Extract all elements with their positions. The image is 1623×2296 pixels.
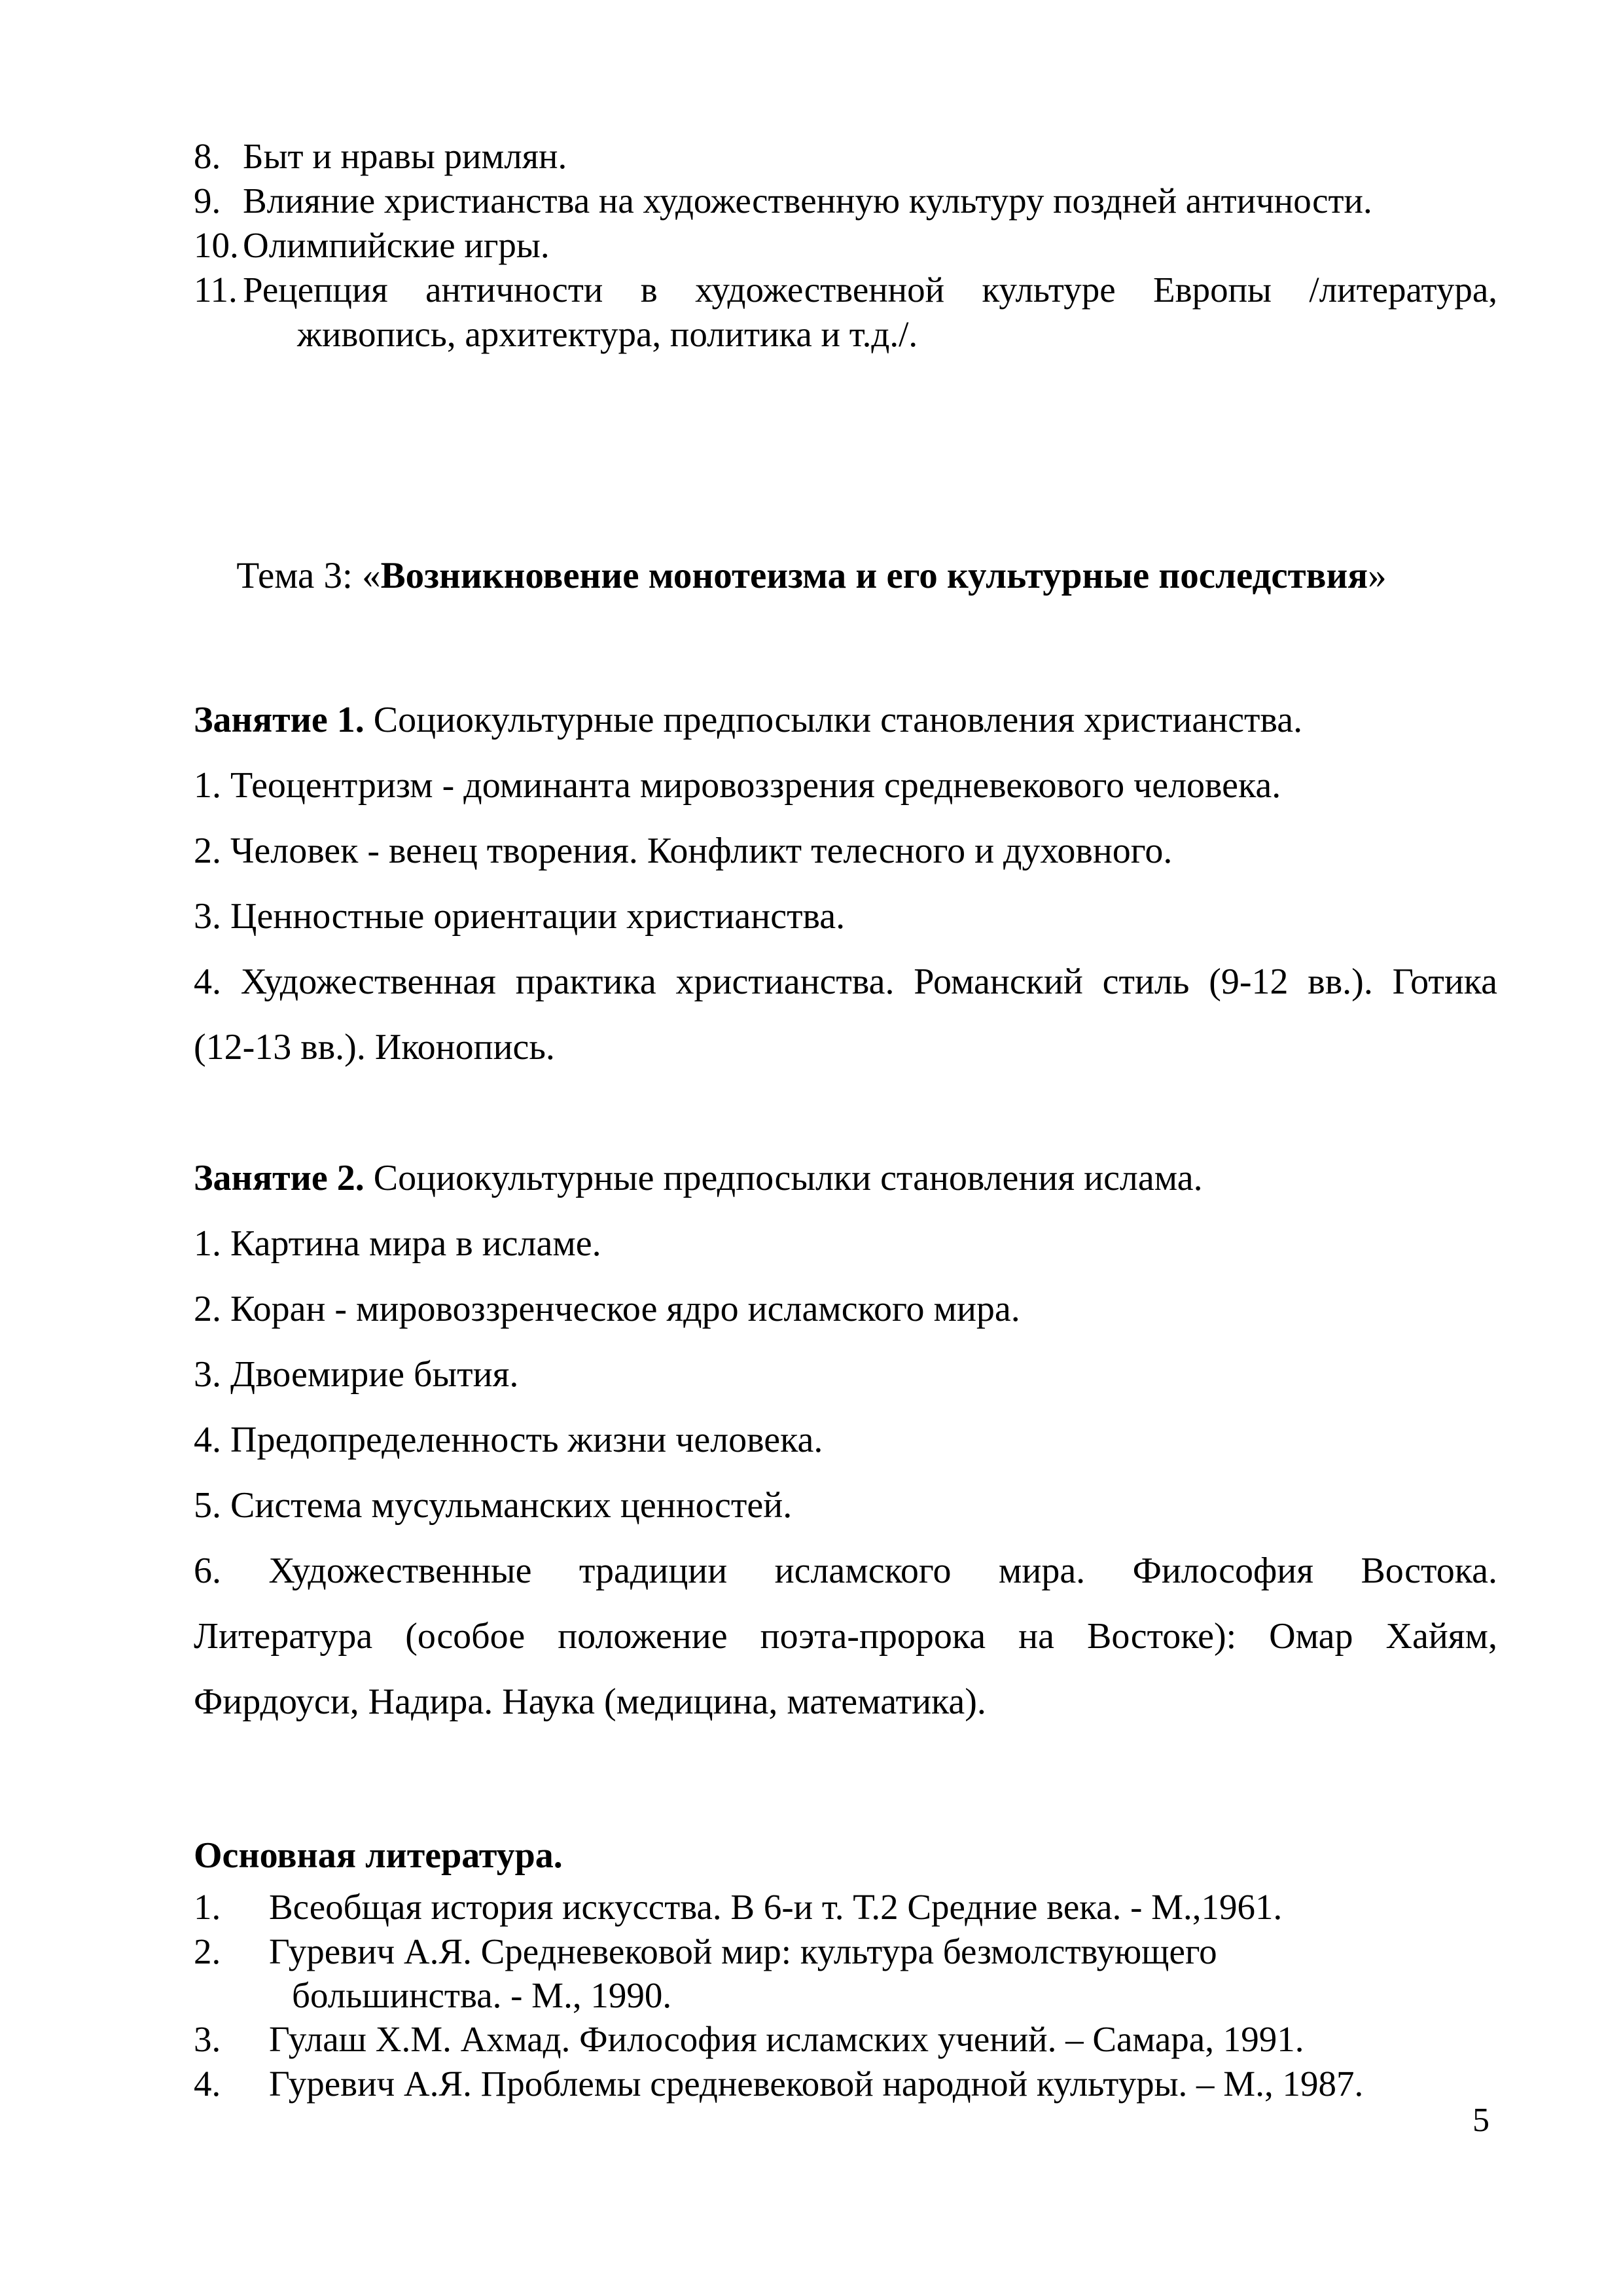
topic-list-continued (194, 134, 1497, 357)
literature-item-number: 1. (194, 1887, 221, 1927)
literature-section (194, 1826, 1497, 2106)
lesson-item: 3. Ценностные ориентации христианства. (194, 896, 846, 937)
literature-item-text: Гуревич А.Я. Средневековой мир: культура безмолствующего (269, 1931, 1217, 1971)
literature-item (194, 1929, 1497, 1974)
lesson-label: Занятие 2. (194, 1158, 365, 1198)
literature-item (194, 2062, 1497, 2106)
lesson-item: 4. Художественная практика христианства. Романский стиль (9-12 вв.). Готика (194, 961, 1497, 1002)
literature-item (194, 2017, 1497, 2062)
lesson-2 (194, 1145, 1497, 1734)
list-item (194, 134, 1497, 179)
list-item-text: Олимпийские игры. (243, 225, 550, 265)
list-item-number: 10. (194, 225, 239, 265)
theme-heading (0, 553, 1623, 599)
lesson-item-continuation: Фирдоуси, Надира. Наука (медицина, математика). (194, 1681, 986, 1722)
lesson-item: 2. Коран - мировоззренческое ядро исламского мира. (194, 1289, 1020, 1329)
literature-item-number: 2. (194, 1931, 221, 1971)
list-item-number: 8. (194, 136, 221, 176)
literature-item-text: Всеобщая история искусства. В 6-и т. Т.2 Средние века. - М.,1961. (269, 1887, 1283, 1927)
lesson-heading (194, 1145, 1497, 1211)
lesson-title: Социокультурные предпосылки становления христианства. (364, 700, 1303, 740)
lesson-1 (194, 687, 1497, 1080)
page-number: 5 (1472, 2102, 1489, 2139)
list-item-text: Рецепция античности в художественной культуре Европы /литература, (243, 270, 1497, 310)
lesson-item: 1. Теоцентризм - доминанта мировоззрения средневекового человека. (194, 765, 1281, 806)
list-item (194, 223, 1497, 268)
lesson-item: 6. Художественные традиции исламского мира. Философия Востока. (194, 1551, 1497, 1591)
literature-item-text: Гуревич А.Я. Проблемы средневековой народной культуры. – М., 1987. (269, 2064, 1364, 2104)
theme-title: Возникновение монотеизма и его культурные последствия (380, 555, 1368, 596)
lesson-item-continuation: (12-13 вв.). Иконопись. (194, 1027, 555, 1067)
literature-title: Основная литература. (194, 1835, 563, 1876)
lesson-item: 1. Картина мира в исламе. (194, 1223, 601, 1264)
lesson-item: 4. Предопределенность жизни человека. (194, 1420, 823, 1460)
list-item-text: Быт и нравы римлян. (243, 136, 567, 176)
list-item-continuation: живопись, архитектура, политика и т.д./. (297, 314, 918, 354)
list-item-text: Влияние христианства на художественную культуру поздней античности. (243, 181, 1372, 221)
list-item (194, 179, 1497, 223)
literature-item-text: Гулаш Х.М. Ахмад. Философия исламских учений. – Самара, 1991. (269, 2019, 1304, 2059)
literature-item-continuation: большинства. - М., 1990. (292, 1975, 672, 2015)
lesson-item: 2. Человек - венец творения. Конфликт телесного и духовного. (194, 831, 1173, 871)
list-item (194, 268, 1497, 312)
theme-prefix: Тема 3: « (236, 555, 381, 596)
literature-item-number: 4. (194, 2064, 221, 2104)
lesson-label: Занятие 1. (194, 700, 365, 740)
literature-item-number: 3. (194, 2019, 221, 2059)
literature-item (194, 1885, 1497, 1929)
lesson-item: 3. Двоемирие бытия. (194, 1354, 519, 1395)
lesson-item-continuation: Литература (особое положение поэта-пророка на Востоке): Омар Хайям, (194, 1616, 1497, 1657)
list-item-number: 9. (194, 181, 221, 221)
lesson-heading (194, 687, 1497, 753)
lesson-title: Социокультурные предпосылки становления ислама. (364, 1158, 1203, 1198)
list-item-number: 11. (194, 270, 238, 310)
lesson-item: 5. Система мусульманских ценностей. (194, 1485, 793, 1526)
theme-suffix: » (1368, 555, 1387, 596)
